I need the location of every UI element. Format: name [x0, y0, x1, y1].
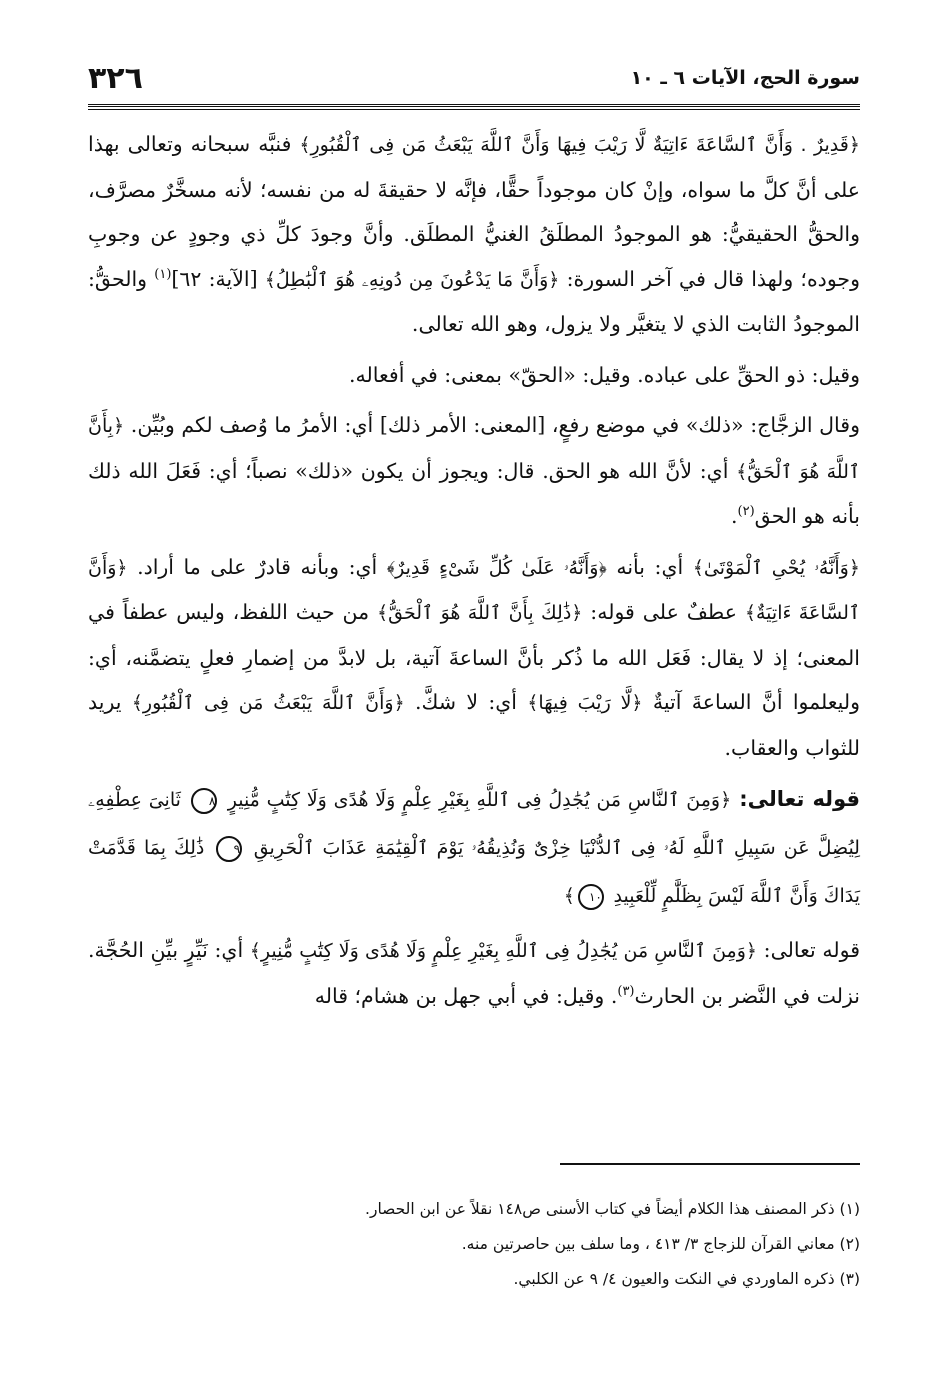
footnote-ref[interactable]: (٣)	[617, 983, 635, 999]
quran-quote: ﴿ذَٰلِكَ بِأَنَّ ٱللَّهَ هُوَ ٱلْحَقُّ﴾	[377, 602, 583, 624]
footnote-ref[interactable]: (١)	[154, 266, 172, 282]
ayah-number-9: ٩	[216, 836, 242, 862]
text: [الآية: ٦٢]	[171, 266, 265, 291]
ayah-number-8: ٨	[191, 788, 217, 814]
footnote-1: (١) ذكر المصنف هذا الكلام أيضاً في كتاب الأسنى ص١٤٨ نقلاً عن ابن الحصار.	[365, 1200, 860, 1218]
verse-text-10: ذَٰلِكَ بِمَا قَدَّمَتْ يَدَاكَ وَأَنَّ ٱللَّهَ لَيْسَ بِظَلَّٰمٍ لِّلْعَبِيدِ	[88, 837, 860, 907]
text: أي: لأنَّ الله هو الحق. قال: ويجوز أن يكون «ذلك» نصباً؛ أي: فَعَلَ الله ذلك بأنه هو الحق	[88, 458, 860, 528]
text: من حيث اللفظ، وليس عطفاً في المعنى؛ إذ لا يقال: فَعَل الله ما ذُكر بأنَّ الساعةَ آتية، بل لابدَّ من إضمارِ فعلٍ يتضمَّنه، أي: وليعلموا أنَّ الساعةَ آتيةٌ	[88, 600, 860, 714]
verse-text-8: ﴿وَمِنَ ٱلنَّاسِ مَن يُجَٰدِلُ فِى ٱللَّهِ بِغَيْرِ عِلْمٍ وَلَا هُدًى وَلَا كِتَٰبٍ مُّنِيرٍ	[227, 789, 732, 811]
quran-quote: ﴿وَمِنَ ٱلنَّاسِ مَن يُجَٰدِلُ فِى ٱللَّهِ بِغَيْرِ عِلْمٍ وَلَا هُدًى وَلَا كِتَٰبٍ مُّنِيرٍ﴾	[249, 940, 758, 962]
text: أي: نَيِّرٍ بيِّنِ الحُجَّة. نزلت في النَّضر بن الحارث	[88, 938, 860, 1008]
text: وقال الزجَّاج: «ذلك» في موضع رفعٍ، [المعنى: الأمر ذلك] أي: الأمرُ ما وُصف لكم وبُيِّن.	[124, 413, 860, 437]
quran-quote: ﴿وَأَنَّهُۥ عَلَىٰ كُلِّ شَىْءٍ قَدِيرٌ﴾	[386, 556, 607, 579]
quran-quote: ﴿لَّا رَيْبَ فِيهَا﴾	[527, 692, 643, 714]
text: يريد للثواب والعقاب.	[88, 690, 860, 760]
text: والحقُّ: الموجودُ الثابت الذي لا يتغيَّر ولا يزول، وهو الله تعالى.	[88, 266, 860, 336]
verse-text-9: ثَانِىَ عِطْفِهِۦ لِيُضِلَّ عَن سَبِيلِ ٱللَّهِ لَهُۥ فِى ٱلدُّنْيَا خِزْىٌ وَنُذِيقُهُۥ يَوْمَ ٱلْقِيَٰمَةِ عَذَابَ ٱلْحَرِيقِ	[88, 789, 860, 859]
paragraph-4	[88, 545, 860, 771]
text: . وقيل: في أبي جهل بن هشام؛ قاله	[314, 983, 618, 1008]
text: أي: لا شكَّ.	[404, 690, 528, 714]
verse-block	[88, 776, 860, 920]
paragraph-3	[88, 403, 860, 539]
footnotes	[88, 1192, 860, 1297]
paragraph-5	[88, 928, 860, 1018]
running-title: سورة الحج، الآيات ٦ ـ ١٠	[630, 67, 860, 89]
verse-lead: قوله تعالى:	[731, 787, 860, 811]
footnote-2: (٢) معاني القرآن للزجاج ٣/ ٤١٣ ، وما سلف بين حاصرتين منه.	[461, 1235, 860, 1253]
quran-quote: ﴿وَأَنَّ ٱلسَّاعَةَ ءَاتِيَةٌ﴾	[88, 556, 860, 624]
quran-quote: ﴿وَأَنَّ ٱللَّهَ يَبْعَثُ مَن فِى ٱلْقُبُورِ﴾	[131, 692, 405, 714]
quran-quote: ﴿بِأَنَّ ٱللَّهَ هُوَ ٱلْحَقُّ﴾	[88, 415, 860, 483]
verse-close: ﴾	[563, 885, 575, 907]
paragraph-2: وقيل: ذو الحقِّ على عباده. وقيل: «الحقّ» بمعنى: في أفعاله.	[349, 362, 860, 387]
paragraph-1	[88, 122, 860, 347]
ayah-number-10: ١٠	[578, 884, 604, 910]
quran-quote: ﴿وَأَنَّهُۥ يُحْىِ ٱلْمَوْتَىٰ﴾	[692, 556, 860, 579]
page-number: ٣٢٦	[88, 60, 143, 96]
footnote-rule	[560, 1163, 860, 1165]
page-header	[88, 58, 860, 98]
text: قوله تعالى:	[757, 938, 861, 962]
text: عطفٌ على قوله:	[582, 600, 745, 624]
text: .	[730, 504, 738, 528]
text: أي: وبأنه قادرٌ على ما أراد.	[127, 554, 387, 579]
main-text	[88, 122, 860, 1024]
text: فنبَّه سبحانه وتعالى بهذا على أنَّ كلَّ ما سواه، وإنْ كان موجوداً حقًّا، فإنَّه لا حقيقةَ له من نفسه؛ لأنه مسخَّرٌ مصرَّف، والحقُّ الحقيقيُّ: هو الموجودُ المطلَقُ الغنيُّ المطلَق. وأنَّ وجودَ كلِّ ذي وجودٍ عن وجوبِ وجوده؛ ولهذا قال في آخر السورة:	[88, 132, 860, 291]
header-rule	[88, 104, 860, 110]
quran-quote: ﴿قَدِيرٌ . وَأَنَّ ٱلسَّاعَةَ ءَاتِيَةٌ لَّا رَيْبَ فِيهَا وَأَنَّ ٱللَّهَ يَبْعَثُ مَن فِى ٱلْقُبُورِ﴾	[299, 134, 860, 156]
footnote-3: (٣) ذكره الماوردي في النكت والعيون ٤/ ٩ عن الكلبي.	[513, 1270, 860, 1288]
text: أي: بأنه	[606, 554, 693, 579]
footnote-ref[interactable]: (٢)	[737, 504, 755, 520]
quran-quote: ﴿وَأَنَّ مَا يَدْعُونَ مِن دُونِهِۦ هُوَ ٱلْبَٰطِلُ﴾	[264, 268, 560, 291]
